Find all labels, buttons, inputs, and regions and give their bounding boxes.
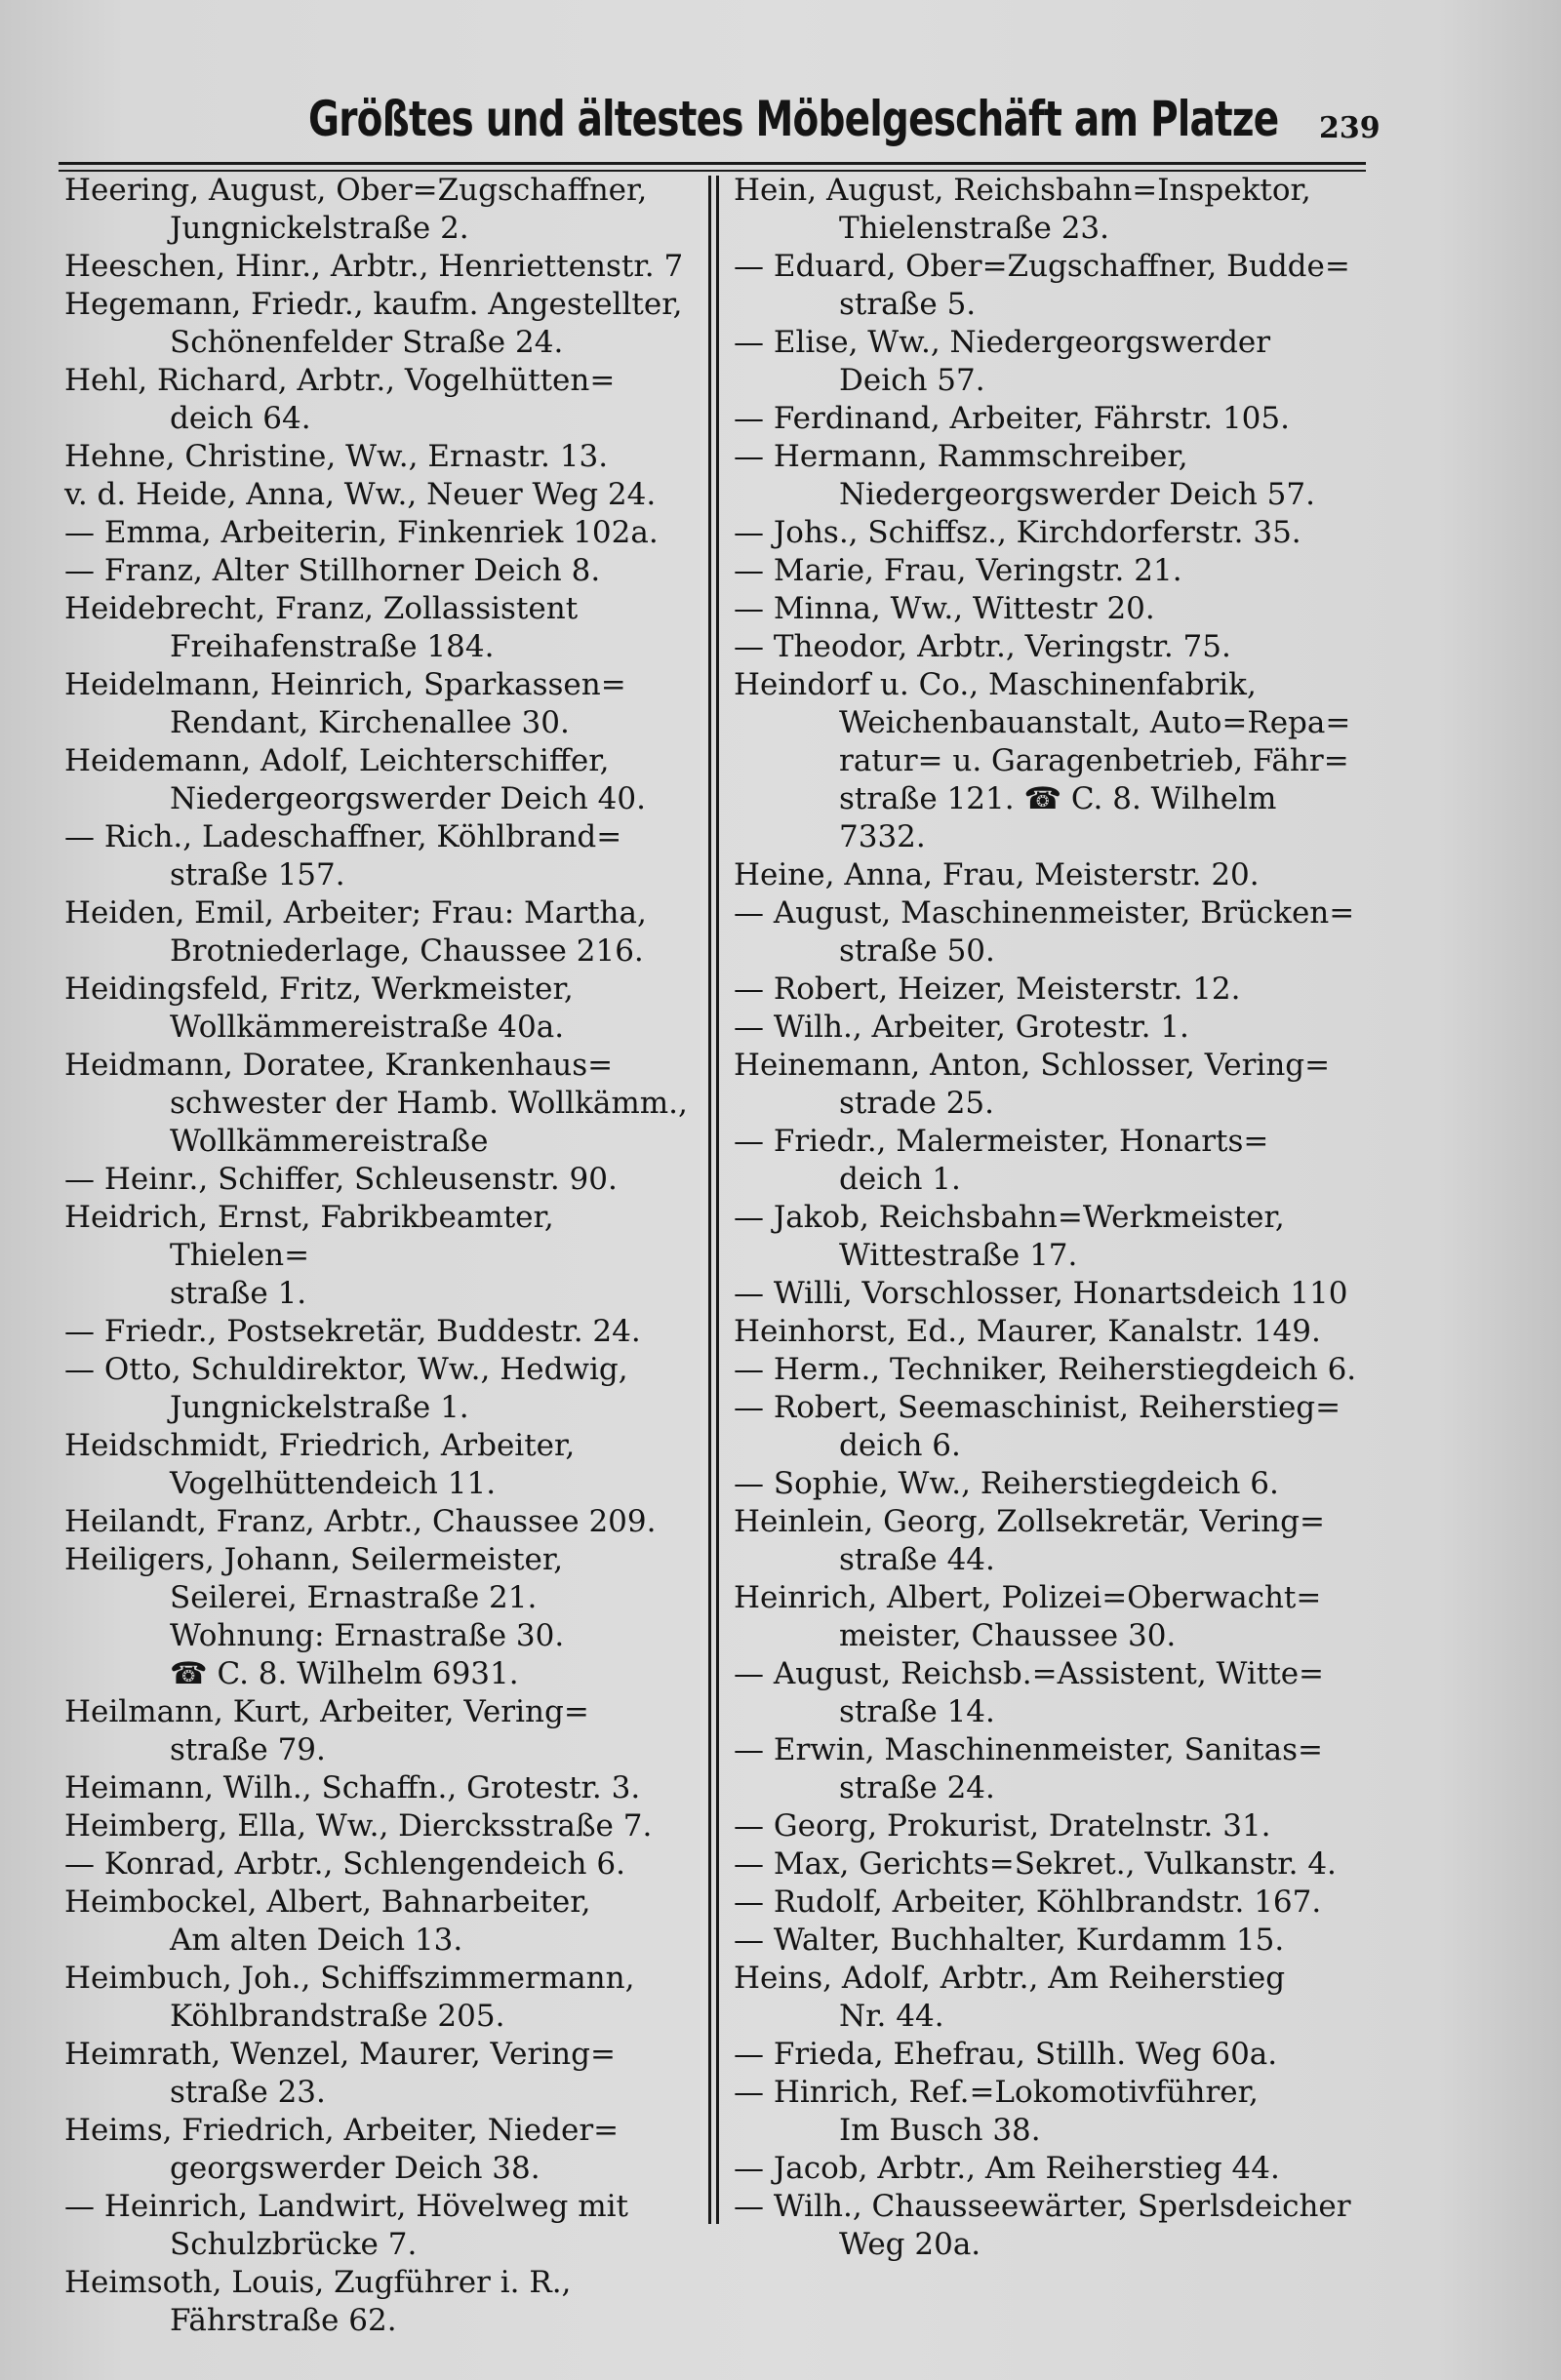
directory-entry: — Hinrich, Ref.=Lokomotivführer, Im Busch 38.: [734, 2075, 1259, 2148]
directory-entry: Heidmann, Doratee, Krankenhaus= schwester der Hamb. Wollkämm., Wollkämmereistraße: [64, 1048, 688, 1159]
directory-entry: Heine, Anna, Frau, Meisterstr. 20.: [734, 857, 1260, 892]
directory-entry: — Georg, Prokurist, Dratelnstr. 31.: [734, 1808, 1271, 1844]
directory-entry: Heiden, Emil, Arbeiter; Frau: Martha, Brotniederlage, Chaussee 216.: [64, 895, 647, 969]
left-column: [64, 172, 699, 2340]
directory-entry: — Heinrich, Landwirt, Hövelweg mit Schulzbrücke 7.: [64, 2189, 629, 2262]
page-number: 239: [1319, 111, 1381, 145]
column-divider: [708, 176, 711, 2224]
right-column: [734, 172, 1370, 2264]
directory-entry: — Heinr., Schiffer, Schleusenstr. 90.: [64, 1162, 618, 1197]
directory-entry: Heinrich, Albert, Polizei=Oberwacht= meister, Chaussee 30.: [734, 1580, 1322, 1653]
directory-entry: Heimrath, Wenzel, Maurer, Vering= straße 23.: [64, 2037, 616, 2110]
directory-entry: — Minna, Ww., Wittestr 20.: [734, 591, 1155, 626]
directory-entry: Heinlein, Georg, Zollsekretär, Vering= straße 44.: [734, 1504, 1325, 1577]
directory-entry: Heidrich, Ernst, Fabrikbeamter, Thielen= straße 1.: [64, 1200, 554, 1311]
directory-entry: Heimsoth, Louis, Zugführer i. R., Fährstraße 62.: [64, 2265, 572, 2338]
directory-entry: — Robert, Heizer, Meisterstr. 12.: [734, 972, 1241, 1007]
directory-entry: — Friedr., Malermeister, Honarts= deich 1.: [734, 1124, 1269, 1197]
directory-entry: Hehl, Richard, Arbtr., Vogelhütten= deich 64.: [64, 363, 616, 436]
directory-entry: — Jacob, Arbtr., Am Reiherstieg 44.: [734, 2151, 1280, 2186]
directory-entry: Heering, August, Ober=Zugschaffner, Jungnickelstraße 2.: [64, 173, 648, 246]
directory-entry: Heimbuch, Joh., Schiffszimmermann, Köhlbrandstraße 205.: [64, 1961, 635, 2034]
directory-entry: — Ferdinand, Arbeiter, Fährstr. 105.: [734, 401, 1290, 436]
directory-entry: Heins, Adolf, Arbtr., Am Reiherstieg Nr. 44.: [734, 1961, 1286, 2034]
directory-entry: Heilmann, Kurt, Arbeiter, Vering= straße 79.: [64, 1694, 589, 1767]
directory-entry: Heinhorst, Ed., Maurer, Kanalstr. 149.: [734, 1314, 1321, 1349]
directory-entry: — Willi, Vorschlosser, Honartsdeich 110: [734, 1276, 1348, 1311]
directory-entry: — Rudolf, Arbeiter, Köhlbrandstr. 167.: [734, 1884, 1322, 1920]
directory-entry: Heimann, Wilh., Schaffn., Grotestr. 3.: [64, 1770, 641, 1805]
directory-entry: Heidingsfeld, Fritz, Werkmeister, Wollkämmereistraße 40a.: [64, 972, 574, 1045]
header-rule: [59, 162, 1366, 165]
directory-entry: Heiligers, Johann, Seilermeister, Seilerei, Ernastraße 21. Wohnung: Ernastraße 30. ☎ C. 8. Wilhelm 6931.: [64, 1542, 565, 1691]
directory-entry: Heeschen, Hinr., Arbtr., Henriettenstr. 7: [64, 249, 684, 284]
directory-entry: — Konrad, Arbtr., Schlengendeich 6.: [64, 1846, 625, 1882]
directory-entry: Heilandt, Franz, Arbtr., Chaussee 209.: [64, 1504, 657, 1539]
directory-entry: Heidemann, Adolf, Leichterschiffer, Niedergeorgswerder Deich 40.: [64, 743, 646, 816]
directory-entry: Heimbockel, Albert, Bahnarbeiter, Am alten Deich 13.: [64, 1884, 591, 1958]
directory-entry: — Hermann, Rammschreiber, Niedergeorgswerder Deich 57.: [734, 439, 1315, 512]
directory-entry: — Rich., Ladeschaffner, Köhlbrand= straße 157.: [64, 819, 622, 892]
directory-entry: — Robert, Seemaschinist, Reiherstieg= deich 6.: [734, 1390, 1341, 1463]
column-divider: [716, 176, 719, 2224]
directory-entry: — August, Reichsb.=Assistent, Witte= straße 14.: [734, 1656, 1325, 1729]
directory-entry: — Friedr., Postsekretär, Buddestr. 24.: [64, 1314, 641, 1349]
directory-entry: — Otto, Schuldirektor, Ww., Hedwig, Jungnickelstraße 1.: [64, 1352, 628, 1425]
directory-entry: Heindorf u. Co., Maschinenfabrik, Weichenbauanstalt, Auto=Repa= ratur= u. Garagenbetrieb, Fähr= straße 121. ☎ C. 8. Wilhelm 7332.: [734, 667, 1351, 854]
directory-entry: — Erwin, Maschinenmeister, Sanitas= straße 24.: [734, 1732, 1323, 1805]
directory-entry: Heimberg, Ella, Ww., Diercksstraße 7.: [64, 1808, 653, 1844]
directory-entry: — Wilh., Arbeiter, Grotestr. 1.: [734, 1010, 1189, 1045]
directory-entry: Hehne, Christine, Ww., Ernastr. 13.: [64, 439, 609, 474]
directory-entry: — Wilh., Chausseewärter, Sperlsdeicher Weg 20a.: [734, 2189, 1351, 2262]
page-header-title: Größtes und ältestes Möbelgeschäft am Platze: [308, 91, 1279, 147]
directory-entry: — Walter, Buchhalter, Kurdamm 15.: [734, 1923, 1285, 1958]
directory-entry: — Sophie, Ww., Reiherstiegdeich 6.: [734, 1466, 1279, 1501]
directory-entry: Hein, August, Reichsbahn=Inspektor, Thielenstraße 23.: [734, 173, 1311, 246]
directory-entry: — Theodor, Arbtr., Veringstr. 75.: [734, 629, 1231, 664]
directory-entry: — Eduard, Ober=Zugschaffner, Budde= straße 5.: [734, 249, 1350, 322]
directory-entry: — Max, Gerichts=Sekret., Vulkanstr. 4.: [734, 1846, 1337, 1882]
directory-entry: — Franz, Alter Stillhorner Deich 8.: [64, 553, 601, 588]
directory-entry: — Marie, Frau, Veringstr. 21.: [734, 553, 1182, 588]
directory-entry: Hegemann, Friedr., kaufm. Angestellter, Schönenfelder Straße 24.: [64, 287, 683, 360]
directory-entry: — Herm., Techniker, Reiherstiegdeich 6.: [734, 1352, 1357, 1387]
directory-entry: — Frieda, Ehefrau, Stillh. Weg 60a.: [734, 2037, 1278, 2072]
directory-entry: — August, Maschinenmeister, Brücken= straße 50.: [734, 895, 1355, 969]
directory-entry: v. d. Heide, Anna, Ww., Neuer Weg 24.: [64, 477, 657, 512]
directory-entry: — Emma, Arbeiterin, Finkenriek 102a.: [64, 515, 659, 550]
directory-entry: — Elise, Ww., Niedergeorgswerder Deich 57.: [734, 325, 1271, 398]
directory-entry: Heinemann, Anton, Schlosser, Vering= strade 25.: [734, 1048, 1331, 1121]
directory-entry: Heidschmidt, Friedrich, Arbeiter, Vogelhüttendeich 11.: [64, 1428, 576, 1501]
directory-entry: — Johs., Schiffsz., Kirchdorferstr. 35.: [734, 515, 1301, 550]
directory-entry: Heidelmann, Heinrich, Sparkassen= Rendant, Kirchenallee 30.: [64, 667, 626, 740]
directory-entry: — Jakob, Reichsbahn=Werkmeister, Wittestraße 17.: [734, 1200, 1285, 1273]
directory-entry: Heidebrecht, Franz, Zollassistent Freihafenstraße 184.: [64, 591, 579, 664]
directory-entry: Heims, Friedrich, Arbeiter, Nieder= georgswerder Deich 38.: [64, 2113, 620, 2186]
